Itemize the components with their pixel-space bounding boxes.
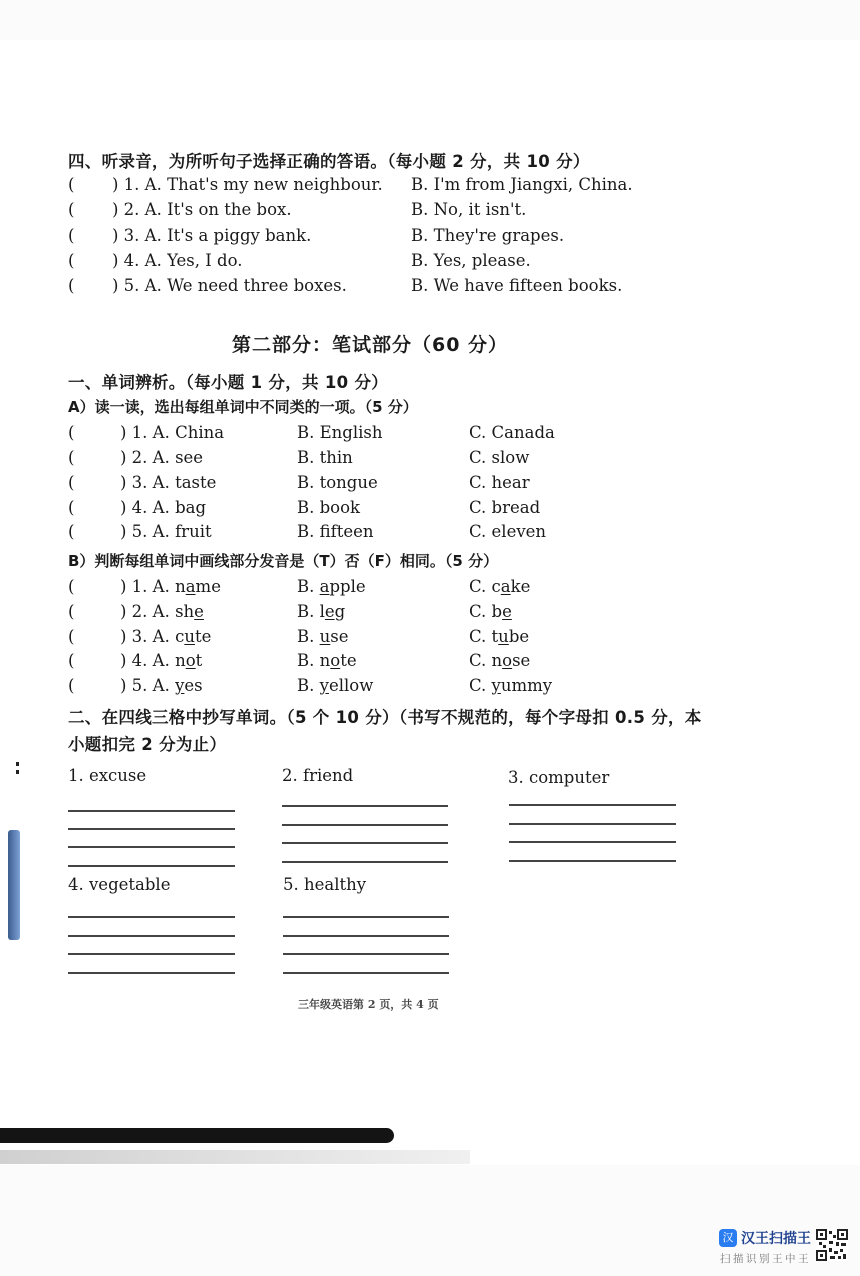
- s4-row1-paren: (: [68, 175, 75, 194]
- s1b-row1-b-post: pple: [329, 577, 366, 596]
- s1b-row5-b-pre: B.: [297, 676, 320, 695]
- s1b-row1-a-pre: ) 1. A. n: [120, 577, 186, 596]
- s1b-row2-b-pre: B. l: [297, 602, 325, 621]
- s1b-row4-option-a: [120, 651, 202, 670]
- page-edge-bar: [0, 1128, 394, 1143]
- s1b-row2-option-b: [297, 602, 345, 621]
- s1b-row5-a-pre: ) 5. A.: [120, 676, 176, 695]
- s4-row2-paren: (: [68, 200, 75, 219]
- s1a-row4-option-c: C. bread: [469, 498, 541, 517]
- s1b-row4-a-underlined: o: [185, 651, 196, 670]
- s1b-row4-paren: (: [68, 651, 75, 670]
- s1b-row1-option-b: [297, 577, 366, 596]
- s4-row5-paren: (: [68, 276, 75, 295]
- s1b-row5-b-post: ellow: [328, 676, 374, 695]
- s1b-row5-c-pre: C.: [469, 676, 492, 695]
- copy-word-2: 2. friend: [282, 766, 354, 785]
- s1b-row2-c-pre: C. b: [469, 602, 503, 621]
- s1b-row3-b-post: se: [330, 627, 349, 646]
- s1b-row5-option-b: [297, 676, 373, 695]
- copy-word-1: 1. excuse: [68, 766, 147, 785]
- s1a-row4-option-a: ) 4. A. bag: [120, 498, 207, 517]
- s1b-row3-a-post: te: [194, 627, 212, 646]
- section1-b-title: B）判断每组单词中画线部分发音是（T）否（F）相同。（5 分）: [68, 552, 499, 570]
- s1b-row2-a-underlined: e: [194, 602, 204, 621]
- s4-row3-option-b: B. They're grapes.: [411, 226, 565, 245]
- s1a-row2-option-c: C. slow: [469, 448, 530, 467]
- s1a-row3-option-a: ) 3. A. taste: [120, 473, 217, 492]
- s1a-row1-option-b: B. English: [297, 423, 383, 442]
- s1a-row2-paren: (: [68, 448, 75, 467]
- s1a-row3-paren: (: [68, 473, 75, 492]
- s1b-row2-option-a: [120, 602, 204, 621]
- s1b-row4-a-post: t: [195, 651, 203, 670]
- s1b-row1-c-post: ke: [510, 577, 531, 596]
- s1b-row2-c-underlined: e: [502, 602, 512, 621]
- s1a-row2-option-a: ) 2. A. see: [120, 448, 204, 467]
- copy-word-5: 5. healthy: [283, 875, 367, 894]
- s1a-row3-option-c: C. hear: [469, 473, 530, 492]
- section4-title: 四、听录音，为所听句子选择正确的答语。（每小题 2 分，共 10 分）: [68, 152, 590, 171]
- s1a-row5-option-a: ) 5. A. fruit: [120, 522, 212, 541]
- s1b-row4-b-pre: B. n: [297, 651, 331, 670]
- s1a-row2-option-b: B. thin: [297, 448, 353, 467]
- s1b-row1-paren: (: [68, 577, 75, 596]
- s1b-row2-paren: (: [68, 602, 75, 621]
- s1a-row3-option-b: B. tongue: [297, 473, 378, 492]
- s1b-row3-c-underlined: u: [498, 627, 509, 646]
- s1b-row5-a-post: es: [184, 676, 203, 695]
- s1b-row4-c-post: se: [512, 651, 531, 670]
- s1b-row1-c-pre: C. c: [469, 577, 501, 596]
- s4-row4-option-b: B. Yes, please.: [411, 251, 531, 270]
- s1b-row3-paren: (: [68, 627, 75, 646]
- s1b-row1-a-post: me: [195, 577, 221, 596]
- qr-code-icon: [816, 1229, 848, 1261]
- s4-row3-question: ) 3. A. It's a piggy bank.: [112, 226, 312, 245]
- s1b-row4-option-b: [297, 651, 357, 670]
- s1b-row3-option-c: [469, 627, 529, 646]
- scanner-tagline: 扫描识别王中王: [720, 1253, 811, 1265]
- binder-clip: [8, 830, 20, 940]
- s1b-row3-b-pre: B.: [297, 627, 320, 646]
- binder-mark-dot-2: [16, 770, 19, 774]
- s4-row2-question: ) 2. A. It's on the box.: [112, 200, 292, 219]
- s1b-row3-option-a: [120, 627, 211, 646]
- s1b-row5-paren: (: [68, 676, 75, 695]
- s1b-row3-b-underlined: u: [319, 627, 331, 646]
- scanner-logo-icon: 汉: [719, 1229, 737, 1247]
- scanner-brand-name: 汉王扫描王: [741, 1231, 811, 1247]
- s1a-row5-option-c: C. eleven: [469, 522, 547, 541]
- s1b-row2-option-c: [469, 602, 512, 621]
- page-shadow: [0, 1150, 470, 1164]
- s1b-row4-a-pre: ) 4. A. n: [120, 651, 186, 670]
- s1b-row1-a-underlined: a: [185, 577, 196, 596]
- exam-sheet: [0, 40, 860, 1165]
- section2-title-line2: 小题扣完 2 分为止）: [68, 735, 227, 754]
- s1b-row2-b-post: g: [334, 602, 346, 621]
- s1b-row1-option-a: [120, 577, 221, 596]
- s1b-row2-b-underlined: e: [324, 602, 335, 621]
- s1b-row5-c-post: ummy: [500, 676, 553, 695]
- s4-row2-option-b: B. No, it isn't.: [411, 200, 527, 219]
- s1a-row5-paren: (: [68, 522, 75, 541]
- section1-a-title: A）读一读，选出每组单词中不同类的一项。（5 分）: [68, 398, 418, 416]
- s4-row5-question: ) 5. A. We need three boxes.: [112, 276, 347, 295]
- s1b-row1-option-c: [469, 577, 530, 596]
- s1b-row4-c-underlined: o: [502, 651, 513, 670]
- s1b-row4-c-pre: C. n: [469, 651, 503, 670]
- s1b-row3-c-post: be: [508, 627, 530, 646]
- s1b-row1-b-underlined: a: [319, 577, 330, 596]
- s1a-row1-option-c: C. Canada: [469, 423, 555, 442]
- s4-row1-option-b: B. I'm from Jiangxi, China.: [411, 175, 633, 194]
- s1b-row2-a-pre: ) 2. A. sh: [120, 602, 195, 621]
- s4-row3-paren: (: [68, 226, 75, 245]
- s1b-row1-c-underlined: a: [500, 577, 511, 596]
- s1a-row4-option-b: B. book: [297, 498, 361, 517]
- s1b-row3-option-b: [297, 627, 349, 646]
- s4-row4-paren: (: [68, 251, 75, 270]
- s1b-row5-a-underlined: y: [175, 676, 185, 695]
- page-footer: 三年级英语第 2 页，共 4 页: [298, 998, 439, 1011]
- s1b-row4-option-c: [469, 651, 530, 670]
- s1a-row1-paren: (: [68, 423, 75, 442]
- s1b-row5-option-a: [120, 676, 203, 695]
- s1b-row4-b-post: te: [340, 651, 357, 670]
- s1b-row3-a-underlined: u: [184, 627, 195, 646]
- s1b-row5-c-underlined: y: [491, 676, 501, 695]
- part2-title: 第二部分：笔试部分（60 分）: [232, 334, 509, 356]
- s1b-row3-a-pre: ) 3. A. c: [120, 627, 185, 646]
- s1b-row5-option-c: [469, 676, 552, 695]
- s4-row1-question: ) 1. A. That's my new neighbour.: [112, 175, 383, 194]
- binder-mark-dot: [16, 762, 19, 766]
- s1b-row1-b-pre: B.: [297, 577, 320, 596]
- copy-word-3: 3. computer: [508, 768, 610, 787]
- s4-row4-question: ) 4. A. Yes, I do.: [112, 251, 243, 270]
- s1b-row5-b-underlined: y: [319, 676, 329, 695]
- s1b-row3-c-pre: C. t: [469, 627, 499, 646]
- s1b-row4-b-underlined: o: [330, 651, 341, 670]
- section2-title-line1: 二、在四线三格中抄写单词。（5 个 10 分）（书写不规范的，每个字母扣 0.5 分，本: [68, 708, 702, 727]
- s4-row5-option-b: B. We have fifteen books.: [411, 276, 623, 295]
- copy-word-4: 4. vegetable: [68, 875, 171, 894]
- s1a-row4-paren: (: [68, 498, 75, 517]
- section1-title: 一、单词辨析。（每小题 1 分，共 10 分）: [68, 373, 389, 392]
- s1a-row1-option-a: ) 1. A. China: [120, 423, 225, 442]
- s1a-row5-option-b: B. fifteen: [297, 522, 374, 541]
